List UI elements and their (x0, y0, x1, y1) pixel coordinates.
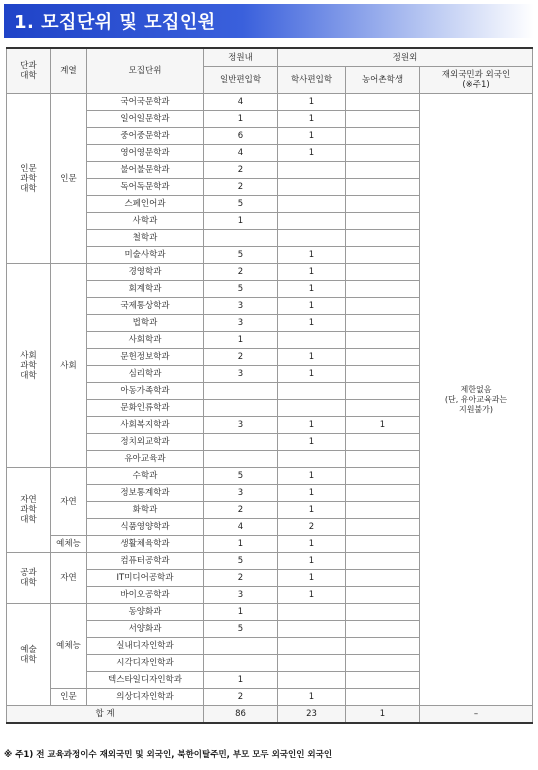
bachelor-count-cell (278, 621, 346, 638)
total-label: 합 계 (7, 706, 204, 724)
farm-count-cell (346, 502, 420, 519)
bachelor-count-cell (278, 179, 346, 196)
general-count-cell: 4 (204, 519, 278, 536)
unit-cell: 서양화과 (87, 621, 204, 638)
bachelor-count-cell (278, 332, 346, 349)
general-count-cell: 1 (204, 111, 278, 128)
general-count-cell: 1 (204, 213, 278, 230)
foreign-note-cell: 제한없음 (단, 유아교육과는 지원불가) (420, 94, 533, 706)
unit-cell: 국어국문학과 (87, 94, 204, 111)
farm-count-cell: 1 (346, 417, 420, 434)
farm-count-cell (346, 298, 420, 315)
general-count-cell: 5 (204, 553, 278, 570)
unit-cell: 아동가족학과 (87, 383, 204, 400)
farm-count-cell (346, 332, 420, 349)
header-out-quota: 정원외 (278, 48, 533, 67)
farm-count-cell (346, 383, 420, 400)
bachelor-count-cell: 1 (278, 689, 346, 706)
bachelor-count-cell: 1 (278, 502, 346, 519)
farm-count-cell (346, 213, 420, 230)
header-unit: 모집단위 (87, 48, 204, 94)
unit-cell: 불어불문학과 (87, 162, 204, 179)
unit-cell: 바이오공학과 (87, 587, 204, 604)
farm-count-cell (346, 196, 420, 213)
bachelor-count-cell: 1 (278, 298, 346, 315)
header-bachelor-transfer: 학사편입학 (278, 67, 346, 94)
unit-cell: 사회학과 (87, 332, 204, 349)
recruitment-table (6, 47, 533, 724)
total-foreign: – (420, 706, 533, 724)
unit-cell: 동양화과 (87, 604, 204, 621)
bachelor-count-cell: 1 (278, 111, 346, 128)
bachelor-count-cell: 1 (278, 145, 346, 162)
unit-cell: 의상디자인학과 (87, 689, 204, 706)
general-count-cell: 1 (204, 672, 278, 689)
farm-count-cell (346, 94, 420, 111)
unit-cell: 시각디자인학과 (87, 655, 204, 672)
unit-cell: 철학과 (87, 230, 204, 247)
bachelor-count-cell: 1 (278, 349, 346, 366)
unit-cell: 정보통계학과 (87, 485, 204, 502)
farm-count-cell (346, 451, 420, 468)
general-count-cell: 3 (204, 366, 278, 383)
bachelor-count-cell: 1 (278, 587, 346, 604)
total-farm: 1 (346, 706, 420, 724)
bachelor-count-cell: 1 (278, 264, 346, 281)
general-count-cell: 4 (204, 145, 278, 162)
general-count-cell (204, 383, 278, 400)
general-count-cell: 5 (204, 196, 278, 213)
general-count-cell: 2 (204, 570, 278, 587)
bachelor-count-cell (278, 672, 346, 689)
farm-count-cell (346, 162, 420, 179)
general-count-cell (204, 230, 278, 247)
unit-cell: 회계학과 (87, 281, 204, 298)
unit-cell: 국제통상학과 (87, 298, 204, 315)
general-count-cell: 1 (204, 536, 278, 553)
bachelor-count-cell (278, 162, 346, 179)
track-cell: 사회 (51, 264, 87, 468)
unit-cell: 사회복지학과 (87, 417, 204, 434)
unit-cell: 경영학과 (87, 264, 204, 281)
footnote: ※ 주1) 전 교육과정이수 재외국민 및 외국인, 북한이탈주민, 부모 모두 외국인인 외국인 (4, 750, 333, 760)
section-title-bar (4, 4, 534, 38)
bachelor-count-cell: 1 (278, 366, 346, 383)
unit-cell: 화학과 (87, 502, 204, 519)
general-count-cell: 1 (204, 332, 278, 349)
unit-cell: 법학과 (87, 315, 204, 332)
unit-cell: 컴퓨터공학과 (87, 553, 204, 570)
farm-count-cell (346, 621, 420, 638)
track-cell: 예체능 (51, 604, 87, 689)
farm-count-cell (346, 281, 420, 298)
college-cell: 예술 대학 (7, 604, 51, 706)
unit-cell: 텍스타일디자인학과 (87, 672, 204, 689)
table-row (7, 94, 533, 111)
bachelor-count-cell (278, 604, 346, 621)
header-general-transfer: 일반편입학 (204, 67, 278, 94)
header-farm-transfer: 농어촌학생 (346, 67, 420, 94)
unit-cell: 스페인어과 (87, 196, 204, 213)
unit-cell: 실내디자인학과 (87, 638, 204, 655)
bachelor-count-cell: 2 (278, 519, 346, 536)
unit-cell: 문헌정보학과 (87, 349, 204, 366)
general-count-cell: 3 (204, 587, 278, 604)
total-row (7, 706, 533, 724)
general-count-cell: 5 (204, 247, 278, 264)
general-count-cell: 5 (204, 281, 278, 298)
bachelor-count-cell: 1 (278, 94, 346, 111)
farm-count-cell (346, 553, 420, 570)
general-count-cell (204, 400, 278, 417)
farm-count-cell (346, 587, 420, 604)
unit-cell: 중어중문학과 (87, 128, 204, 145)
bachelor-count-cell: 1 (278, 536, 346, 553)
general-count-cell (204, 434, 278, 451)
farm-count-cell (346, 604, 420, 621)
farm-count-cell (346, 111, 420, 128)
college-cell: 자연 과학 대학 (7, 468, 51, 553)
farm-count-cell (346, 689, 420, 706)
farm-count-cell (346, 264, 420, 281)
general-count-cell (204, 451, 278, 468)
total-general: 86 (204, 706, 278, 724)
general-count-cell: 2 (204, 162, 278, 179)
track-cell: 인문 (51, 689, 87, 706)
farm-count-cell (346, 315, 420, 332)
general-count-cell: 3 (204, 417, 278, 434)
track-cell: 자연 (51, 553, 87, 604)
general-count-cell: 2 (204, 349, 278, 366)
general-count-cell: 3 (204, 298, 278, 315)
unit-cell: 미술사학과 (87, 247, 204, 264)
bachelor-count-cell: 1 (278, 417, 346, 434)
bachelor-count-cell (278, 400, 346, 417)
bachelor-count-cell: 1 (278, 553, 346, 570)
bachelor-count-cell (278, 230, 346, 247)
bachelor-count-cell: 1 (278, 468, 346, 485)
bachelor-count-cell: 1 (278, 434, 346, 451)
general-count-cell: 4 (204, 94, 278, 111)
header-track: 계열 (51, 48, 87, 94)
bachelor-count-cell: 1 (278, 315, 346, 332)
farm-count-cell (346, 128, 420, 145)
farm-count-cell (346, 230, 420, 247)
unit-cell: 정치외교학과 (87, 434, 204, 451)
farm-count-cell (346, 638, 420, 655)
farm-count-cell (346, 655, 420, 672)
unit-cell: 유아교육과 (87, 451, 204, 468)
unit-cell: 사학과 (87, 213, 204, 230)
bachelor-count-cell: 1 (278, 570, 346, 587)
bachelor-count-cell: 1 (278, 247, 346, 264)
general-count-cell: 2 (204, 689, 278, 706)
header-college: 단과 대학 (7, 48, 51, 94)
bachelor-count-cell (278, 638, 346, 655)
general-count-cell: 5 (204, 468, 278, 485)
general-count-cell: 1 (204, 604, 278, 621)
unit-cell: 일어일문학과 (87, 111, 204, 128)
unit-cell: 독어독문학과 (87, 179, 204, 196)
farm-count-cell (346, 570, 420, 587)
unit-cell: 수학과 (87, 468, 204, 485)
farm-count-cell (346, 485, 420, 502)
track-cell: 인문 (51, 94, 87, 264)
farm-count-cell (346, 400, 420, 417)
farm-count-cell (346, 349, 420, 366)
unit-cell: 문화인류학과 (87, 400, 204, 417)
unit-cell: IT미디어공학과 (87, 570, 204, 587)
general-count-cell: 3 (204, 315, 278, 332)
farm-count-cell (346, 519, 420, 536)
unit-cell: 영어영문학과 (87, 145, 204, 162)
general-count-cell: 3 (204, 485, 278, 502)
section-title: 1. 모집단위 및 모집인원 (14, 12, 216, 33)
general-count-cell: 6 (204, 128, 278, 145)
general-count-cell: 2 (204, 502, 278, 519)
bachelor-count-cell (278, 655, 346, 672)
unit-cell: 심리학과 (87, 366, 204, 383)
bachelor-count-cell (278, 213, 346, 230)
farm-count-cell (346, 672, 420, 689)
general-count-cell (204, 638, 278, 655)
general-count-cell: 2 (204, 264, 278, 281)
bachelor-count-cell: 1 (278, 485, 346, 502)
track-cell: 자연 (51, 468, 87, 536)
farm-count-cell (346, 179, 420, 196)
farm-count-cell (346, 366, 420, 383)
bachelor-count-cell (278, 451, 346, 468)
header-in-quota: 정원내 (204, 48, 278, 67)
unit-cell: 식품영양학과 (87, 519, 204, 536)
farm-count-cell (346, 247, 420, 264)
general-count-cell (204, 655, 278, 672)
college-cell: 인문 과학 대학 (7, 94, 51, 264)
total-bachelor: 23 (278, 706, 346, 724)
unit-cell: 생활체육학과 (87, 536, 204, 553)
farm-count-cell (346, 468, 420, 485)
general-count-cell: 2 (204, 179, 278, 196)
bachelor-count-cell: 1 (278, 281, 346, 298)
track-cell: 예체능 (51, 536, 87, 553)
bachelor-count-cell (278, 383, 346, 400)
farm-count-cell (346, 536, 420, 553)
college-cell: 사회 과학 대학 (7, 264, 51, 468)
farm-count-cell (346, 145, 420, 162)
farm-count-cell (346, 434, 420, 451)
general-count-cell: 5 (204, 621, 278, 638)
header-foreign: 재외국민과 외국인 (※주1) (420, 67, 533, 94)
bachelor-count-cell: 1 (278, 128, 346, 145)
college-cell: 공과 대학 (7, 553, 51, 604)
table-body (7, 94, 533, 724)
bachelor-count-cell (278, 196, 346, 213)
